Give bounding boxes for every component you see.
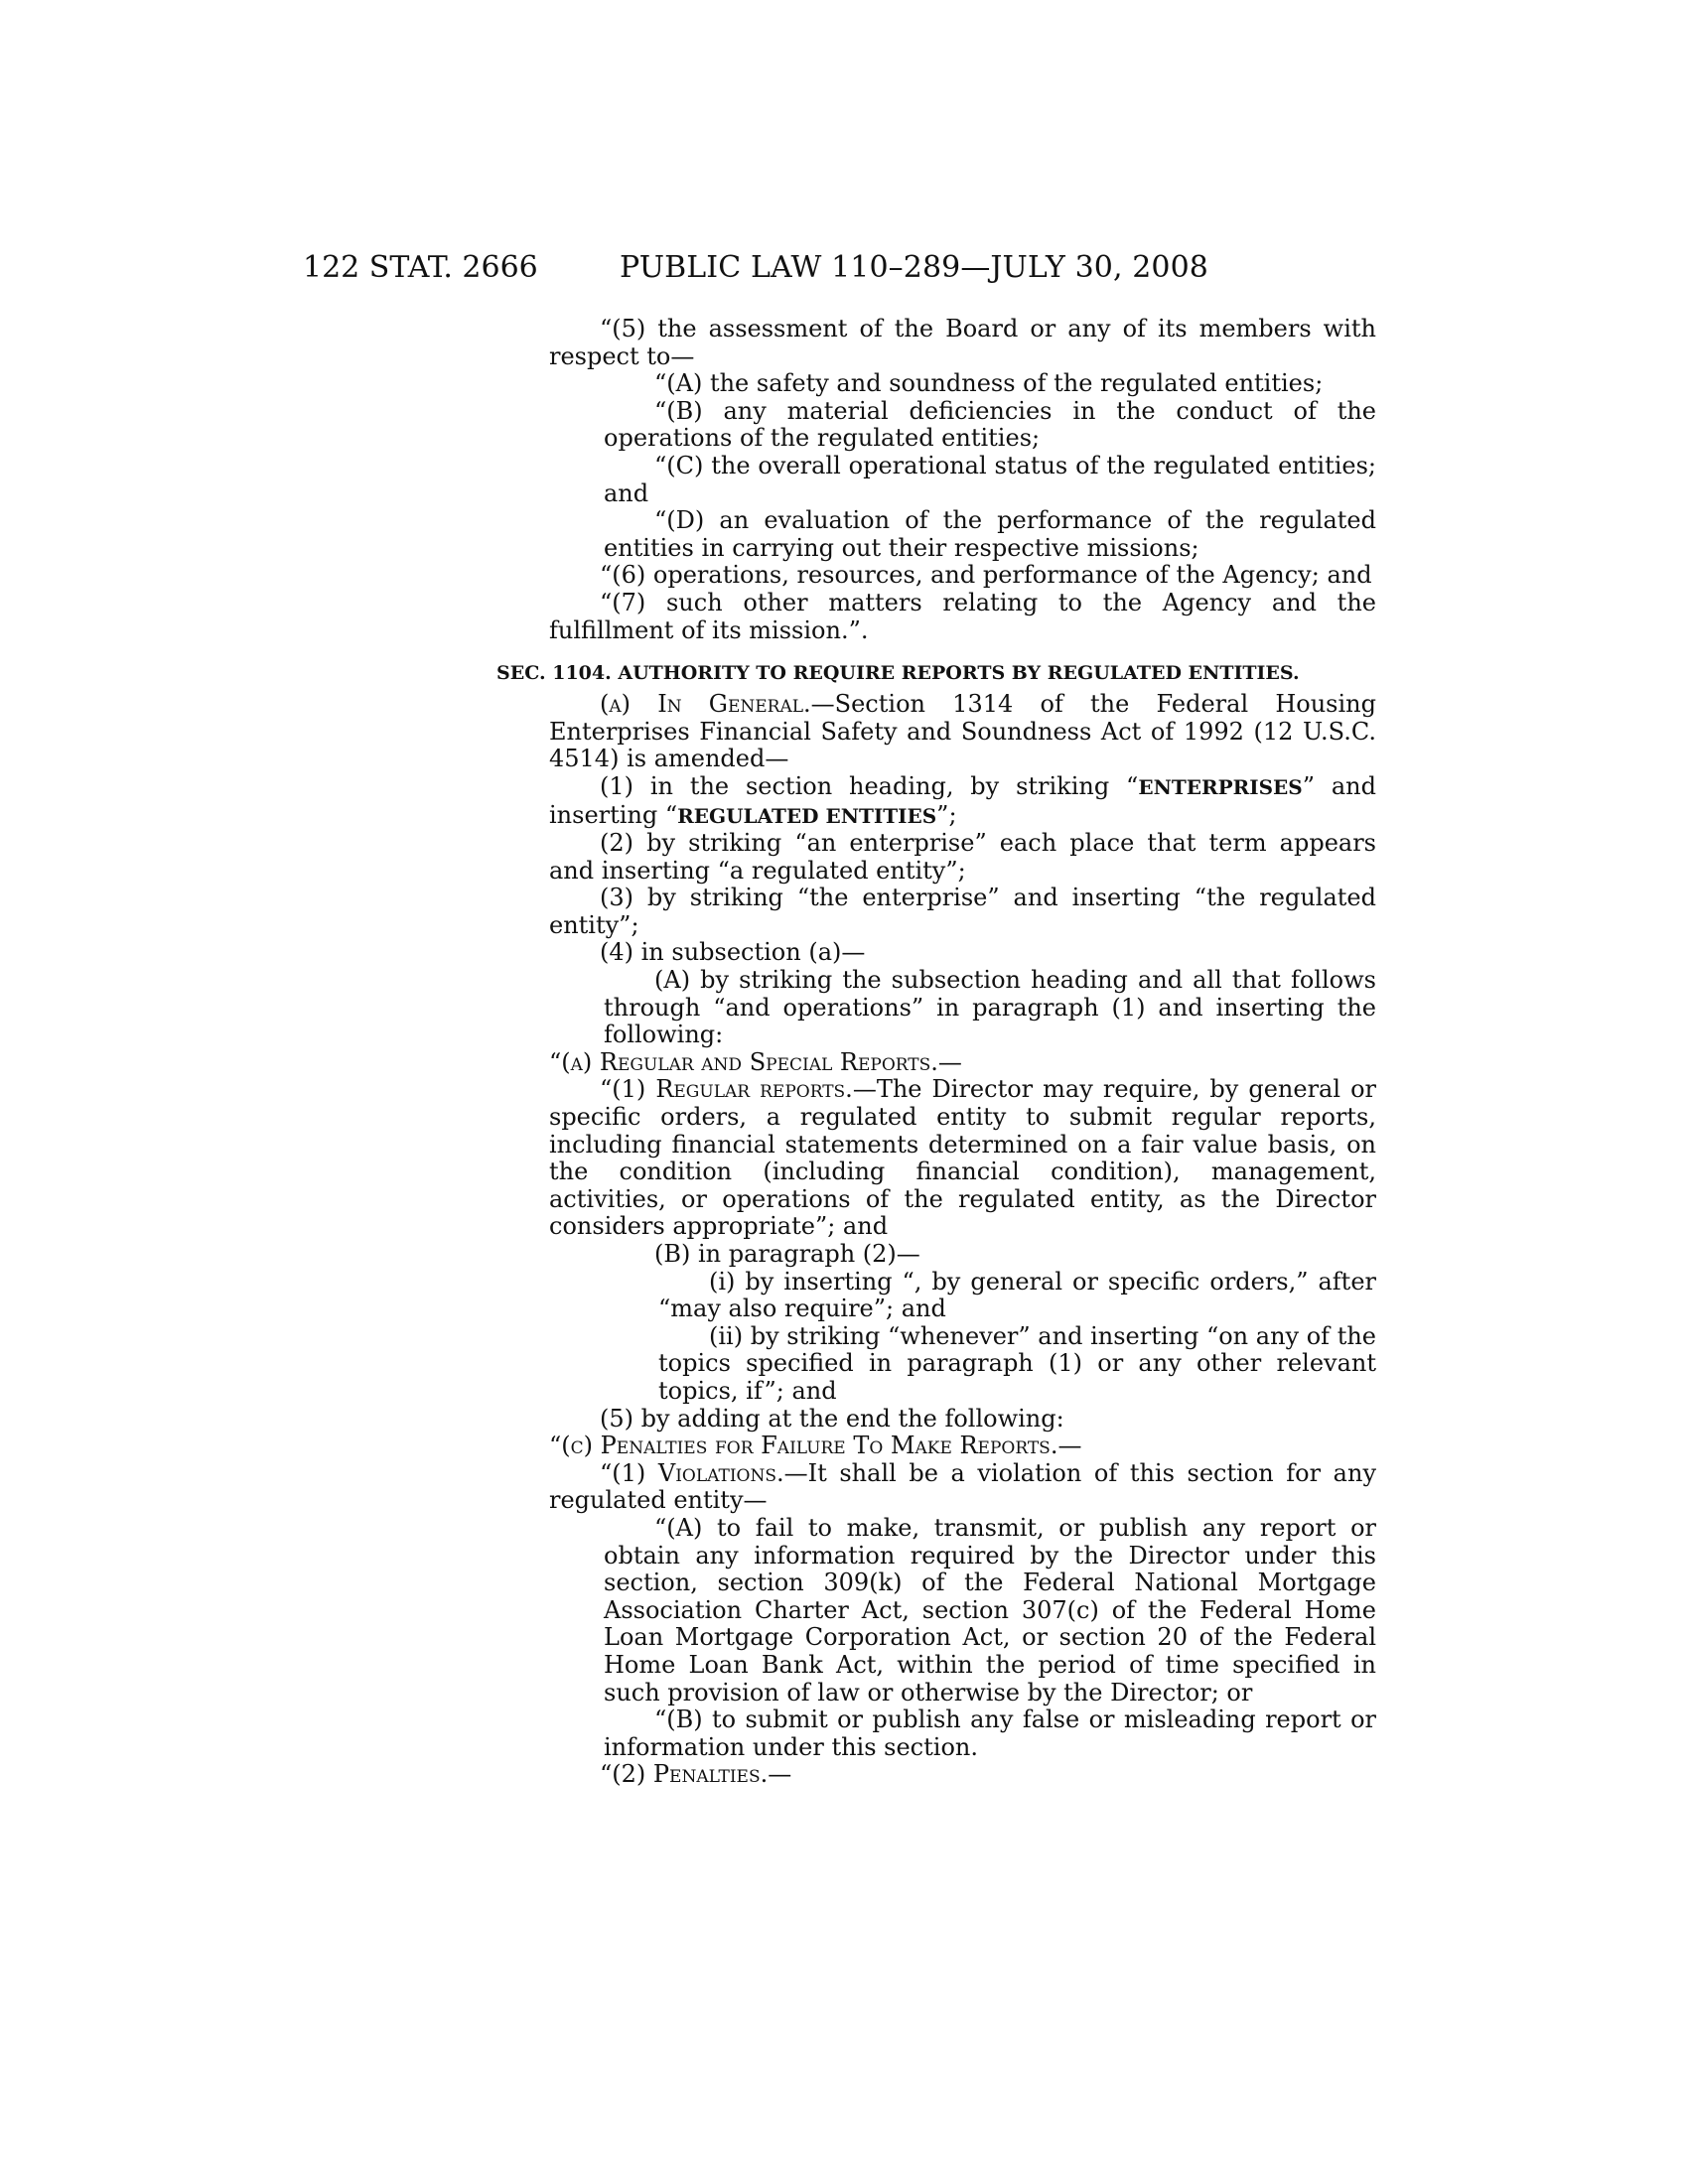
quoted-violation-a: “(A) to fail to make, transmit, or publish any report or obtain any information required by the Director under this section, section 309(k) of the Federal National Mortgage Association Charter Act, section 307(c) of the Federal Home Loan Mortgage Corporation Act, or section 20 of the Federal Home Loan Bank Act, within the period of time specified in such provision of law or otherwise by the Director; or [604, 1513, 1376, 1706]
item-5: (5) by adding at the end the following: [600, 1404, 1064, 1433]
subparagraph-d: “(D) an evaluation of the performance of the regulated entities in carrying out their respective missions; [604, 506, 1376, 562]
item-4-a: (A) by striking the subsection heading and all that follows through “and operations” in paragraph (1) and inserting the following: [604, 966, 1376, 1049]
subparagraph-c: “(C) the overall operational status of the regulated entities; and [604, 451, 1376, 507]
law-title: PUBLIC LAW 110–289—JULY 30, 2008 [620, 250, 1208, 285]
item-2: (2) by striking “an enterprise” each place that term appears and inserting “a regulated entity”; [549, 829, 1376, 885]
item-3: (3) by striking “the enterprise” and inserting “the regulated entity”; [549, 884, 1376, 939]
subparagraph-a: “(A) the safety and soundness of the regulated entities; [654, 369, 1324, 398]
item-4-b-ii: (ii) by striking “whenever” and inserting “on any of the topics specified in paragraph (1) or any other relevant topics, if”; and [658, 1321, 1376, 1405]
subparagraph-b: “(B) any material deficiencies in the conduct of the operations of the regulated entities; [604, 396, 1376, 453]
subsection-a-heading: (a) In General. [600, 690, 811, 719]
page-header [0, 250, 1688, 290]
quoted-paragraph-1 [549, 1076, 1376, 1241]
quoted-violation-b: “(B) to submit or publish any false or misleading report or information under this section. [604, 1706, 1376, 1761]
quoted-paragraph-1-heading: “(1) Regular reports. [600, 1075, 853, 1104]
section-heading: SEC. 1104. AUTHORITY TO REQUIRE REPORTS BY REGULATED ENTITIES. [496, 662, 1300, 685]
quoted-violations-text: —It shall be a violation of this section for any regulated entity— [549, 1458, 1377, 1515]
paragraph-7: “(7) such other matters relating to the Agency and the fulfillment of its mission.”. [549, 588, 1376, 644]
quoted-violations-heading: “(1) Violations. [600, 1458, 784, 1487]
quoted-violations [549, 1460, 1376, 1515]
subsection-a [549, 691, 1376, 773]
paragraph-5: “(5) the assessment of the Board or any of its members with respect to— [549, 315, 1376, 370]
item-4-b-i: (i) by inserting “, by general or specific orders,” after “may also require”; and [658, 1267, 1376, 1323]
statute-body [496, 315, 1377, 1789]
item-1-text-end: ”; [936, 800, 957, 829]
stat-reference: 122 STAT. 2666 [303, 250, 538, 285]
paragraph-6: “(6) operations, resources, and performance of the Agency; and [600, 561, 1372, 590]
quoted-subsection-c-heading: “(c) Penalties for Failure To Make Reports.— [549, 1432, 1082, 1460]
item-4-b: (B) in paragraph (2)— [654, 1240, 920, 1268]
item-1-text: (1) in the section heading, by striking “ [600, 771, 1139, 800]
quoted-paragraph-1-text: —The Director may require, by general or specific orders, a regulated entity to submit regular reports, including financial statements determined on a fair value basis, on the condition (including financial condition), management, activities, or operations of the regulated entity, as the Director considers appropriate”; and [549, 1075, 1376, 1241]
quoted-penalties-heading: “(2) Penalties.— [600, 1760, 792, 1789]
item-1-text-mid: ” and inserting “ [549, 771, 1376, 829]
struck-heading: ENTERPRISES [1138, 774, 1303, 799]
subsection-a-text: —Section 1314 of the Federal Housing Enterprises Financial Safety and Soundness Act of 1992 (12 U.S.C. 4514) is amended— [549, 690, 1376, 773]
item-1 [549, 773, 1376, 830]
inserted-heading: REGULATED ENTITIES [677, 803, 937, 828]
quoted-subsection-a-heading: “(a) Regular and Special Reports.— [549, 1047, 962, 1076]
item-4: (4) in subsection (a)— [600, 938, 866, 967]
